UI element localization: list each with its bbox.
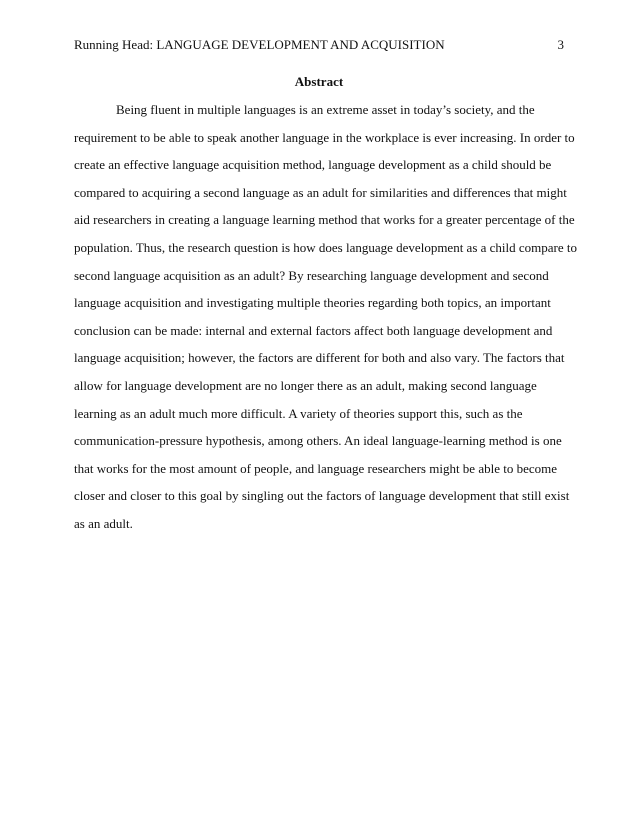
abstract-title: Abstract — [294, 74, 344, 89]
abstract-line: closer and closer to this goal by singling out the factors of language development that still exist — [74, 488, 570, 504]
abstract-line: Being fluent in multiple languages is an extreme asset in today’s society, and the — [116, 102, 535, 117]
abstract-line: language acquisition; however, the factors are different for both and also vary. The factors that — [74, 350, 565, 366]
abstract-line: population. Thus, the research question is how does language development as a child compare to — [74, 239, 578, 255]
abstract-body — [74, 96, 578, 538]
abstract-line: language acquisition and investigating multiple theories regarding both topics, an important — [74, 295, 551, 311]
abstract-line: learning as an adult much more difficult. A variety of theories support this, such as the — [74, 405, 523, 421]
running-head: Running Head: LANGUAGE DEVELOPMENT AND ACQUISITION — [74, 37, 445, 52]
page-number: 3 — [557, 37, 564, 52]
abstract-line: compared to acquiring a second language as an adult for similarities and differences that might — [74, 184, 567, 200]
abstract-line: aid researchers in creating a language learning method that works for a greater percentage of the — [74, 212, 575, 228]
page-header — [74, 36, 564, 54]
abstract-line: allow for language development are no longer there as an adult, making second language — [74, 377, 537, 393]
abstract-line: create an effective language acquisition method, language development as a child should be — [74, 157, 552, 173]
abstract-line: conclusion can be made: internal and external factors affect both language development and — [74, 322, 553, 338]
abstract-line: as an adult. — [74, 515, 133, 531]
abstract-line: second language acquisition as an adult? By researching language development and second — [74, 267, 549, 283]
abstract-line: communication-pressure hypothesis, among others. An ideal language-learning method is one — [74, 433, 562, 449]
abstract-line: that works for the most amount of people, and language researchers might be able to become — [74, 460, 558, 476]
abstract-line: requirement to be able to speak another language in the workplace is ever increasing. In order to — [74, 129, 575, 145]
